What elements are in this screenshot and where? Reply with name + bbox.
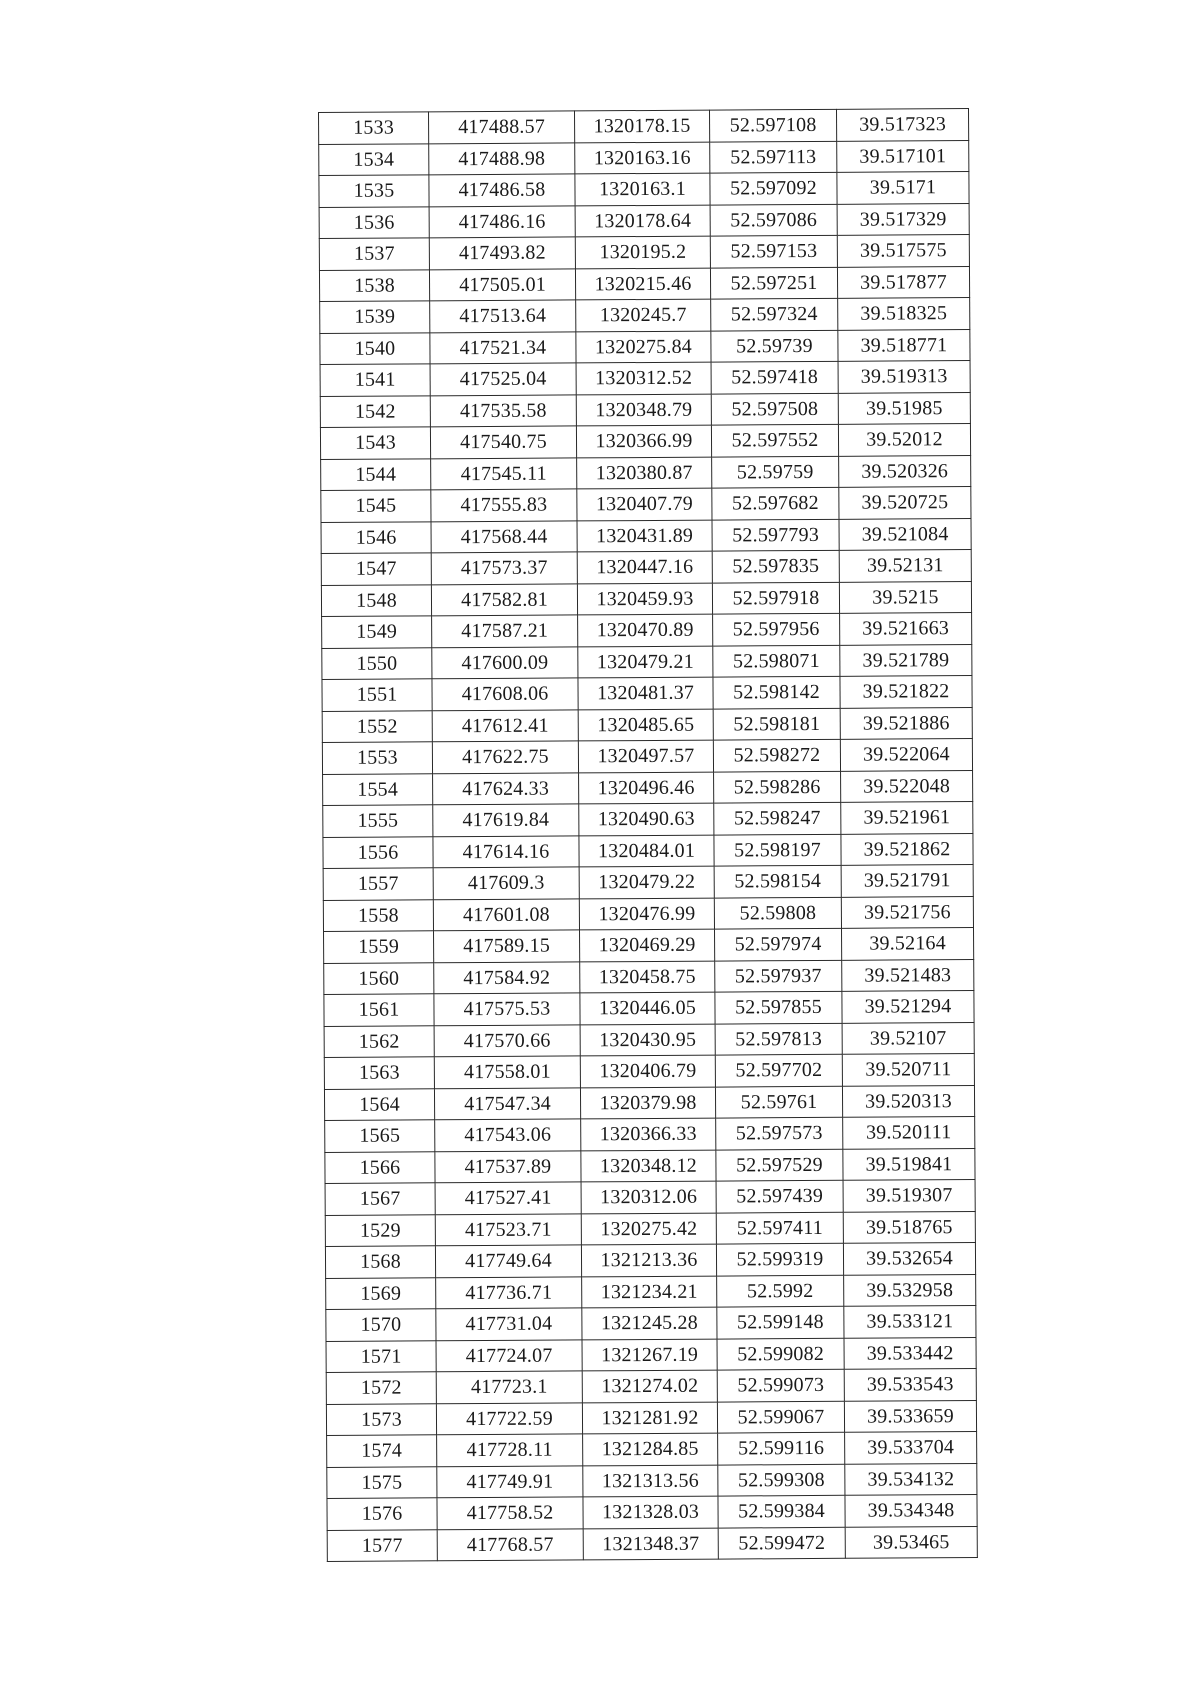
- table-row: [322, 613, 972, 648]
- table-row: [327, 1432, 977, 1467]
- y-coordinate-cell: 1320479.21: [578, 646, 713, 678]
- latitude-cell: 52.597439: [716, 1180, 843, 1212]
- latitude-cell: 52.597573: [716, 1117, 843, 1149]
- coordinate-table: [318, 108, 978, 1562]
- y-coordinate-cell: 1320490.63: [579, 803, 714, 835]
- point-number-cell: 1554: [323, 773, 433, 805]
- point-number-cell: 1533: [319, 112, 429, 144]
- latitude-cell: 52.599384: [718, 1495, 845, 1527]
- point-number-cell: 1561: [324, 994, 434, 1026]
- latitude-cell: 52.597529: [716, 1149, 843, 1181]
- table-row: [325, 1180, 975, 1215]
- table-row: [324, 959, 974, 994]
- longitude-cell: 39.533659: [844, 1400, 976, 1432]
- point-number-cell: 1549: [322, 616, 432, 648]
- x-coordinate-cell: 417749.91: [437, 1465, 583, 1497]
- table-row: [324, 1054, 974, 1089]
- longitude-cell: 39.520313: [842, 1085, 974, 1117]
- x-coordinate-cell: 417521.34: [430, 331, 576, 363]
- latitude-cell: 52.59808: [714, 897, 841, 929]
- x-coordinate-cell: 417608.06: [432, 678, 578, 710]
- y-coordinate-cell: 1320275.84: [576, 331, 711, 363]
- x-coordinate-cell: 417558.01: [434, 1056, 580, 1088]
- point-number-cell: 1577: [327, 1529, 437, 1561]
- table-row: [324, 991, 974, 1026]
- latitude-cell: 52.598181: [713, 708, 840, 740]
- longitude-cell: 39.521483: [842, 959, 974, 991]
- point-number-cell: 1575: [327, 1466, 437, 1498]
- latitude-cell: 52.599319: [716, 1243, 843, 1275]
- y-coordinate-cell: 1320366.99: [576, 425, 711, 457]
- x-coordinate-cell: 417545.11: [431, 457, 577, 489]
- longitude-cell: 39.521084: [839, 518, 971, 550]
- table-row: [321, 518, 971, 553]
- table-row: [324, 1022, 974, 1057]
- x-coordinate-cell: 417612.41: [432, 709, 578, 741]
- x-coordinate-cell: 417724.07: [436, 1339, 582, 1371]
- latitude-cell: 52.598247: [714, 802, 841, 834]
- point-number-cell: 1543: [320, 427, 430, 459]
- table-row: [325, 1243, 975, 1278]
- x-coordinate-cell: 417736.71: [436, 1276, 582, 1308]
- y-coordinate-cell: 1321328.03: [583, 1496, 718, 1528]
- longitude-cell: 39.532654: [843, 1243, 975, 1275]
- table-row: [321, 455, 971, 490]
- y-coordinate-cell: 1321348.37: [583, 1528, 718, 1560]
- x-coordinate-cell: 417584.92: [434, 961, 580, 993]
- x-coordinate-cell: 417547.34: [434, 1087, 580, 1119]
- y-coordinate-cell: 1320470.89: [578, 614, 713, 646]
- y-coordinate-cell: 1321267.19: [582, 1339, 717, 1371]
- table-row: [321, 550, 971, 585]
- point-number-cell: 1546: [321, 521, 431, 553]
- x-coordinate-cell: 417540.75: [430, 426, 576, 458]
- longitude-cell: 39.52107: [842, 1022, 974, 1054]
- x-coordinate-cell: 417609.3: [433, 867, 579, 899]
- x-coordinate-cell: 417570.66: [434, 1024, 580, 1056]
- table-row: [323, 802, 973, 837]
- point-number-cell: 1574: [327, 1435, 437, 1467]
- longitude-cell: 39.517323: [836, 109, 968, 141]
- point-number-cell: 1573: [326, 1403, 436, 1435]
- y-coordinate-cell: 1320484.01: [579, 835, 714, 867]
- longitude-cell: 39.521961: [841, 802, 973, 834]
- latitude-cell: 52.599082: [717, 1338, 844, 1370]
- x-coordinate-cell: 417488.98: [429, 142, 575, 174]
- table-row: [323, 865, 973, 900]
- latitude-cell: 52.597835: [712, 550, 839, 582]
- y-coordinate-cell: 1321234.21: [582, 1276, 717, 1308]
- longitude-cell: 39.533704: [845, 1432, 977, 1464]
- longitude-cell: 39.534132: [845, 1463, 977, 1495]
- y-coordinate-cell: 1320245.7: [576, 299, 711, 331]
- y-coordinate-cell: 1320485.65: [578, 709, 713, 741]
- table-row: [327, 1463, 977, 1498]
- point-number-cell: 1542: [320, 395, 430, 427]
- y-coordinate-cell: 1320476.99: [579, 898, 714, 930]
- point-number-cell: 1556: [323, 836, 433, 868]
- table-row: [323, 833, 973, 868]
- longitude-cell: 39.533442: [844, 1337, 976, 1369]
- coordinate-table-body: [319, 109, 978, 1562]
- longitude-cell: 39.533121: [844, 1306, 976, 1338]
- table-row: [319, 266, 969, 301]
- y-coordinate-cell: 1320348.12: [581, 1150, 716, 1182]
- y-coordinate-cell: 1320275.42: [581, 1213, 716, 1245]
- x-coordinate-cell: 417486.16: [429, 205, 575, 237]
- point-number-cell: 1544: [321, 458, 431, 490]
- y-coordinate-cell: 1320446.05: [580, 992, 715, 1024]
- latitude-cell: 52.59761: [715, 1086, 842, 1118]
- x-coordinate-cell: 417582.81: [431, 583, 577, 615]
- latitude-cell: 52.597092: [710, 172, 837, 204]
- latitude-cell: 52.597793: [712, 519, 839, 551]
- y-coordinate-cell: 1320406.79: [580, 1055, 715, 1087]
- x-coordinate-cell: 417622.75: [432, 741, 578, 773]
- table-row: [319, 172, 969, 207]
- point-number-cell: 1569: [326, 1277, 436, 1309]
- longitude-cell: 39.52012: [838, 424, 970, 456]
- y-coordinate-cell: 1320215.46: [575, 268, 710, 300]
- latitude-cell: 52.598071: [713, 645, 840, 677]
- y-coordinate-cell: 1321284.85: [583, 1433, 718, 1465]
- table-row: [325, 1117, 975, 1152]
- table-row: [320, 392, 970, 427]
- table-row: [320, 424, 970, 459]
- longitude-cell: 39.517877: [837, 266, 969, 298]
- table-row: [321, 581, 971, 616]
- latitude-cell: 52.597324: [711, 298, 838, 330]
- table-row: [320, 329, 970, 364]
- y-coordinate-cell: 1320312.52: [576, 362, 711, 394]
- point-number-cell: 1540: [320, 332, 430, 364]
- y-coordinate-cell: 1320459.93: [577, 583, 712, 615]
- y-coordinate-cell: 1321313.56: [583, 1465, 718, 1497]
- point-number-cell: 1572: [326, 1372, 436, 1404]
- x-coordinate-cell: 417749.64: [435, 1245, 581, 1277]
- longitude-cell: 39.534348: [845, 1495, 977, 1527]
- latitude-cell: 52.597251: [710, 267, 837, 299]
- latitude-cell: 52.597974: [714, 928, 841, 960]
- y-coordinate-cell: 1320195.2: [575, 236, 710, 268]
- table-row: [323, 770, 973, 805]
- latitude-cell: 52.598142: [713, 676, 840, 708]
- point-number-cell: 1555: [323, 805, 433, 837]
- x-coordinate-cell: 417589.15: [434, 930, 580, 962]
- latitude-cell: 52.597552: [711, 424, 838, 456]
- table-row: [321, 487, 971, 522]
- x-coordinate-cell: 417537.89: [435, 1150, 581, 1182]
- x-coordinate-cell: 417614.16: [433, 835, 579, 867]
- longitude-cell: 39.521886: [840, 707, 972, 739]
- table-row: [322, 644, 972, 679]
- point-number-cell: 1545: [321, 490, 431, 522]
- latitude-cell: 52.597113: [710, 141, 837, 173]
- longitude-cell: 39.532958: [844, 1274, 976, 1306]
- point-number-cell: 1568: [325, 1246, 435, 1278]
- latitude-cell: 52.597682: [712, 487, 839, 519]
- table-row: [320, 361, 970, 396]
- table-row: [324, 1085, 974, 1120]
- latitude-cell: 52.598154: [714, 865, 841, 897]
- x-coordinate-cell: 417619.84: [433, 804, 579, 836]
- longitude-cell: 39.519307: [843, 1180, 975, 1212]
- latitude-cell: 52.599067: [717, 1401, 844, 1433]
- x-coordinate-cell: 417728.11: [437, 1434, 583, 1466]
- longitude-cell: 39.521756: [841, 896, 973, 928]
- latitude-cell: 52.597418: [711, 361, 838, 393]
- longitude-cell: 39.533543: [844, 1369, 976, 1401]
- y-coordinate-cell: 1321213.36: [581, 1244, 716, 1276]
- point-number-cell: 1563: [324, 1057, 434, 1089]
- y-coordinate-cell: 1320380.87: [577, 457, 712, 489]
- longitude-cell: 39.521663: [840, 613, 972, 645]
- table-row: [326, 1274, 976, 1309]
- x-coordinate-cell: 417723.1: [436, 1371, 582, 1403]
- latitude-cell: 52.597918: [712, 582, 839, 614]
- longitude-cell: 39.5215: [839, 581, 971, 613]
- x-coordinate-cell: 417624.33: [433, 772, 579, 804]
- longitude-cell: 39.520725: [839, 487, 971, 519]
- longitude-cell: 39.517575: [837, 235, 969, 267]
- longitude-cell: 39.519313: [838, 361, 970, 393]
- x-coordinate-cell: 417722.59: [436, 1402, 582, 1434]
- point-number-cell: 1571: [326, 1340, 436, 1372]
- longitude-cell: 39.522048: [841, 770, 973, 802]
- point-number-cell: 1557: [323, 868, 433, 900]
- x-coordinate-cell: 417543.06: [435, 1119, 581, 1151]
- table-row: [319, 235, 969, 270]
- x-coordinate-cell: 417505.01: [429, 268, 575, 300]
- x-coordinate-cell: 417523.71: [435, 1213, 581, 1245]
- point-number-cell: 1570: [326, 1309, 436, 1341]
- table-row: [319, 109, 969, 144]
- latitude-cell: 52.597086: [710, 204, 837, 236]
- point-number-cell: 1551: [322, 679, 432, 711]
- point-number-cell: 1566: [325, 1151, 435, 1183]
- longitude-cell: 39.519841: [843, 1148, 975, 1180]
- y-coordinate-cell: 1320178.15: [574, 110, 709, 142]
- x-coordinate-cell: 417527.41: [435, 1182, 581, 1214]
- y-coordinate-cell: 1321245.28: [582, 1307, 717, 1339]
- longitude-cell: 39.521862: [841, 833, 973, 865]
- y-coordinate-cell: 1320447.16: [577, 551, 712, 583]
- point-number-cell: 1552: [322, 710, 432, 742]
- point-number-cell: 1541: [320, 364, 430, 396]
- point-number-cell: 1548: [321, 584, 431, 616]
- table-row: [326, 1337, 976, 1372]
- y-coordinate-cell: 1320479.22: [579, 866, 714, 898]
- x-coordinate-cell: 417758.52: [437, 1497, 583, 1529]
- latitude-cell: 52.599308: [718, 1464, 845, 1496]
- x-coordinate-cell: 417535.58: [430, 394, 576, 426]
- longitude-cell: 39.53465: [845, 1526, 977, 1558]
- table-row: [325, 1211, 975, 1246]
- point-number-cell: 1567: [325, 1183, 435, 1215]
- point-number-cell: 1547: [321, 553, 431, 585]
- point-number-cell: 1560: [324, 962, 434, 994]
- point-number-cell: 1550: [322, 647, 432, 679]
- longitude-cell: 39.520111: [843, 1117, 975, 1149]
- x-coordinate-cell: 417575.53: [434, 993, 580, 1025]
- y-coordinate-cell: 1320312.06: [581, 1181, 716, 1213]
- latitude-cell: 52.597956: [713, 613, 840, 645]
- x-coordinate-cell: 417493.82: [429, 237, 575, 269]
- point-number-cell: 1534: [319, 143, 429, 175]
- latitude-cell: 52.599148: [717, 1306, 844, 1338]
- latitude-cell: 52.597702: [715, 1054, 842, 1086]
- x-coordinate-cell: 417486.58: [429, 174, 575, 206]
- table-row: [326, 1369, 976, 1404]
- point-number-cell: 1558: [323, 899, 433, 931]
- latitude-cell: 52.597153: [710, 235, 837, 267]
- point-number-cell: 1529: [325, 1214, 435, 1246]
- latitude-cell: 52.597411: [716, 1212, 843, 1244]
- y-coordinate-cell: 1321274.02: [582, 1370, 717, 1402]
- table-row: [322, 739, 972, 774]
- latitude-cell: 52.597813: [715, 1023, 842, 1055]
- latitude-cell: 52.599073: [717, 1369, 844, 1401]
- x-coordinate-cell: 417513.64: [430, 300, 576, 332]
- point-number-cell: 1536: [319, 206, 429, 238]
- y-coordinate-cell: 1320379.98: [580, 1087, 715, 1119]
- longitude-cell: 39.517101: [837, 140, 969, 172]
- table-row: [322, 676, 972, 711]
- point-number-cell: 1559: [324, 931, 434, 963]
- longitude-cell: 39.52131: [839, 550, 971, 582]
- table-row: [327, 1495, 977, 1530]
- point-number-cell: 1539: [320, 301, 430, 333]
- y-coordinate-cell: 1320481.37: [578, 677, 713, 709]
- latitude-cell: 52.597108: [709, 109, 836, 141]
- y-coordinate-cell: 1320497.57: [578, 740, 713, 772]
- longitude-cell: 39.520711: [842, 1054, 974, 1086]
- longitude-cell: 39.518765: [843, 1211, 975, 1243]
- longitude-cell: 39.518771: [838, 329, 970, 361]
- y-coordinate-cell: 1320407.79: [577, 488, 712, 520]
- longitude-cell: 39.521294: [842, 991, 974, 1023]
- longitude-cell: 39.517329: [837, 203, 969, 235]
- y-coordinate-cell: 1320431.89: [577, 520, 712, 552]
- table-row: [325, 1148, 975, 1183]
- y-coordinate-cell: 1320496.46: [579, 772, 714, 804]
- x-coordinate-cell: 417555.83: [431, 489, 577, 521]
- point-number-cell: 1562: [324, 1025, 434, 1057]
- longitude-cell: 39.521791: [841, 865, 973, 897]
- point-number-cell: 1564: [324, 1088, 434, 1120]
- longitude-cell: 39.51985: [838, 392, 970, 424]
- latitude-cell: 52.599472: [718, 1527, 845, 1559]
- longitude-cell: 39.521822: [840, 676, 972, 708]
- table-row: [320, 298, 970, 333]
- table-row: [319, 140, 969, 175]
- x-coordinate-cell: 417731.04: [436, 1308, 582, 1340]
- y-coordinate-cell: 1320469.29: [580, 929, 715, 961]
- x-coordinate-cell: 417568.44: [431, 520, 577, 552]
- latitude-cell: 52.597937: [715, 960, 842, 992]
- x-coordinate-cell: 417600.09: [432, 646, 578, 678]
- point-number-cell: 1565: [325, 1120, 435, 1152]
- x-coordinate-cell: 417573.37: [431, 552, 577, 584]
- longitude-cell: 39.521789: [840, 644, 972, 676]
- y-coordinate-cell: 1320178.64: [575, 205, 710, 237]
- table-row: [322, 707, 972, 742]
- x-coordinate-cell: 417525.04: [430, 363, 576, 395]
- x-coordinate-cell: 417768.57: [437, 1528, 583, 1560]
- table-row: [324, 928, 974, 963]
- x-coordinate-cell: 417488.57: [429, 111, 575, 143]
- y-coordinate-cell: 1320430.95: [580, 1024, 715, 1056]
- latitude-cell: 52.598197: [714, 834, 841, 866]
- table-row: [323, 896, 973, 931]
- longitude-cell: 39.5171: [837, 172, 969, 204]
- y-coordinate-cell: 1320348.79: [576, 394, 711, 426]
- point-number-cell: 1553: [322, 742, 432, 774]
- latitude-cell: 52.597855: [715, 991, 842, 1023]
- longitude-cell: 39.52164: [841, 928, 973, 960]
- latitude-cell: 52.5992: [717, 1275, 844, 1307]
- point-number-cell: 1535: [319, 175, 429, 207]
- y-coordinate-cell: 1320163.16: [575, 142, 710, 174]
- latitude-cell: 52.599116: [718, 1432, 845, 1464]
- x-coordinate-cell: 417587.21: [432, 615, 578, 647]
- table-row: [319, 203, 969, 238]
- y-coordinate-cell: 1321281.92: [582, 1402, 717, 1434]
- longitude-cell: 39.520326: [839, 455, 971, 487]
- point-number-cell: 1538: [319, 269, 429, 301]
- y-coordinate-cell: 1320458.75: [580, 961, 715, 993]
- longitude-cell: 39.522064: [840, 739, 972, 771]
- latitude-cell: 52.59739: [711, 330, 838, 362]
- table-row: [326, 1306, 976, 1341]
- latitude-cell: 52.598286: [714, 771, 841, 803]
- y-coordinate-cell: 1320163.1: [575, 173, 710, 205]
- table-row: [327, 1526, 977, 1561]
- latitude-cell: 52.597508: [711, 393, 838, 425]
- longitude-cell: 39.518325: [838, 298, 970, 330]
- x-coordinate-cell: 417601.08: [433, 898, 579, 930]
- point-number-cell: 1537: [319, 238, 429, 270]
- latitude-cell: 52.598272: [713, 739, 840, 771]
- table-row: [326, 1400, 976, 1435]
- point-number-cell: 1576: [327, 1498, 437, 1530]
- y-coordinate-cell: 1320366.33: [581, 1118, 716, 1150]
- latitude-cell: 52.59759: [712, 456, 839, 488]
